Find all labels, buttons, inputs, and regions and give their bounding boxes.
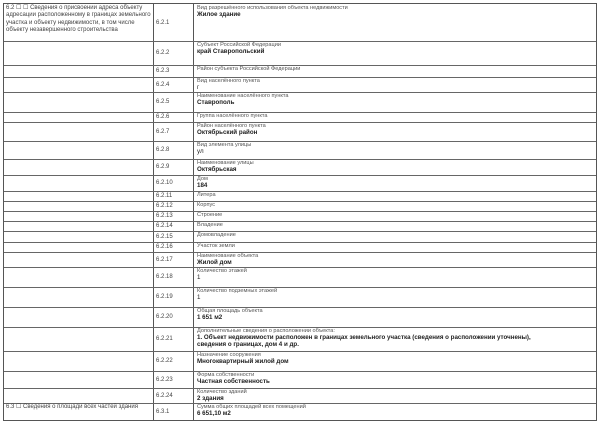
- field-label: Субъект Российской Федерации: [197, 42, 281, 48]
- field-value: 2 здания: [197, 395, 224, 403]
- field-label: Корпус: [197, 202, 216, 208]
- field-label: Владение: [197, 222, 223, 228]
- field-cell[interactable]: [193, 307, 596, 327]
- field-value: 1: [197, 274, 201, 282]
- field-value: 1: [197, 294, 201, 302]
- field-cell[interactable]: [193, 287, 596, 307]
- field-value: Октябрьский район: [197, 129, 258, 137]
- field-value: Жилой дом: [197, 259, 232, 267]
- field-label: Наименование улицы: [197, 160, 254, 166]
- table-row: [4, 92, 596, 113]
- field-label: Сумма общих площадей всех помещений: [197, 404, 306, 410]
- field-label: Количество зданий: [197, 389, 247, 395]
- field-cell[interactable]: [193, 92, 596, 112]
- field-value: Частная собственность: [197, 378, 270, 386]
- field-cell[interactable]: [193, 4, 596, 41]
- row-number: 6.2.19: [156, 294, 173, 300]
- table-row: [4, 371, 596, 389]
- field-label: Общая площадь объекта: [197, 308, 263, 314]
- field-value: Жилое здание: [197, 11, 241, 19]
- field-cell[interactable]: [193, 201, 596, 211]
- field-label: Наименование объекта: [197, 253, 259, 259]
- table-row: [4, 77, 596, 93]
- row-number: 6.2.5: [156, 99, 170, 105]
- field-cell[interactable]: [193, 175, 596, 191]
- table-row: [4, 41, 596, 66]
- field-label: Вид населённого пункта: [197, 78, 260, 84]
- row-number: 6.2.6: [156, 114, 170, 120]
- row-number: 6.2.11: [156, 193, 173, 199]
- field-label: Группа населённого пункта: [197, 113, 268, 119]
- table-row: [4, 267, 596, 288]
- field-value: г: [197, 84, 200, 92]
- row-number: 6.2.18: [156, 274, 173, 280]
- field-cell[interactable]: [193, 159, 596, 175]
- table-row: [4, 403, 596, 420]
- row-number: 6.2.3: [156, 68, 170, 74]
- table-row: [4, 159, 596, 176]
- row-number: 6.3.1: [156, 408, 170, 415]
- field-value: 184: [197, 182, 208, 190]
- row-number: 6.2.9: [156, 164, 170, 170]
- row-number: 6.2.21: [156, 336, 173, 342]
- field-cell[interactable]: [193, 252, 596, 267]
- field-label: Район субъекта Российской Федерации: [197, 66, 301, 72]
- field-value: 1 651 м2: [197, 314, 223, 322]
- row-number: 6.2.15: [156, 233, 173, 240]
- field-label: Форма собственности: [197, 372, 255, 378]
- field-label: Дом: [197, 176, 208, 182]
- field-cell[interactable]: [193, 388, 596, 403]
- field-cell[interactable]: [193, 112, 596, 122]
- table-row: [4, 252, 596, 268]
- row-number: 6.2.1: [156, 19, 170, 26]
- table-row: [4, 175, 596, 192]
- field-cell[interactable]: [193, 77, 596, 92]
- row-number: 6.2.16: [156, 244, 173, 250]
- row-number: 6.2.23: [156, 376, 173, 383]
- field-cell[interactable]: [193, 242, 596, 252]
- row-number: 6.2.4: [156, 81, 170, 88]
- row-number: 6.2.24: [156, 392, 173, 399]
- row-number: 6.2.22: [156, 358, 173, 364]
- table-row: [4, 141, 596, 160]
- row-number: 6.2.20: [156, 314, 173, 320]
- field-cell[interactable]: [193, 122, 596, 141]
- field-value: Многоквартирный жилой дом: [197, 358, 289, 366]
- field-cell[interactable]: [193, 141, 596, 159]
- field-value: 1. Объект недвижимости расположен в границах земельного участка (сведения о расположении уточнены),: [197, 334, 531, 342]
- field-cell[interactable]: [193, 267, 596, 287]
- section-6-2-header: 6.2 ☐ ☐ Сведения о присвоении адреса объекту адресации расположенному в границах земельного участка и объекту недвижимости, в том числе объекту незавершенного строительства: [6, 5, 151, 34]
- field-value: Октябрьская: [197, 166, 237, 174]
- field-label: Дополнительные сведения о расположении объекта:: [197, 328, 335, 334]
- field-label: Количество подземных этажей: [197, 288, 278, 294]
- field-value: 6 651,10 м2: [197, 410, 231, 418]
- field-cell[interactable]: [193, 65, 596, 77]
- row-number: 6.2.12: [156, 203, 173, 209]
- table-row: [4, 287, 596, 308]
- row-number: 6.2.10: [156, 180, 173, 186]
- table-row: [4, 307, 596, 328]
- table-row: [4, 327, 596, 352]
- field-label: Вид элемента улицы: [197, 142, 252, 148]
- field-value: ул: [197, 148, 204, 156]
- table-row: [4, 4, 596, 42]
- field-label: Литера: [197, 192, 216, 198]
- field-label: Количество этажей: [197, 268, 247, 274]
- field-label: Домовладение: [197, 232, 236, 238]
- field-label: Участок земли: [197, 243, 235, 249]
- field-label: Район населённого пункта: [197, 123, 266, 129]
- row-number: 6.2.14: [156, 223, 173, 229]
- row-number: 6.2.17: [156, 256, 173, 263]
- row-number: 6.2.8: [156, 147, 170, 153]
- table-row: [4, 122, 596, 142]
- section-6-3-header: 6.3 ☐ Сведения о площади всех частей здания: [6, 404, 138, 410]
- field-cell[interactable]: [193, 191, 596, 201]
- field-value: край Ставропольский: [197, 48, 265, 56]
- field-label: Назначение сооружения: [197, 352, 261, 358]
- field-cell[interactable]: [193, 221, 596, 231]
- address-form-table: [3, 3, 597, 421]
- field-cell[interactable]: [193, 211, 596, 221]
- field-value-continued: сведения о границах, дом 4 и др.: [197, 341, 299, 349]
- row-number: 6.2.2: [156, 50, 170, 56]
- table-row: [4, 351, 596, 372]
- field-cell[interactable]: [193, 351, 596, 371]
- field-cell[interactable]: [193, 371, 596, 388]
- field-cell[interactable]: [193, 41, 596, 65]
- field-cell[interactable]: [193, 327, 596, 351]
- row-number: 6.2.7: [156, 128, 170, 135]
- row-number: 6.2.13: [156, 213, 173, 219]
- table-row: [4, 388, 596, 404]
- field-label: Наименование населённого пункта: [197, 93, 289, 99]
- field-cell[interactable]: [193, 403, 596, 420]
- field-label: Вид разрешённого использования объекта недвижимости: [197, 5, 348, 11]
- field-cell[interactable]: [193, 231, 596, 242]
- field-value: Ставрополь: [197, 99, 235, 107]
- field-label: Строение: [197, 212, 223, 218]
